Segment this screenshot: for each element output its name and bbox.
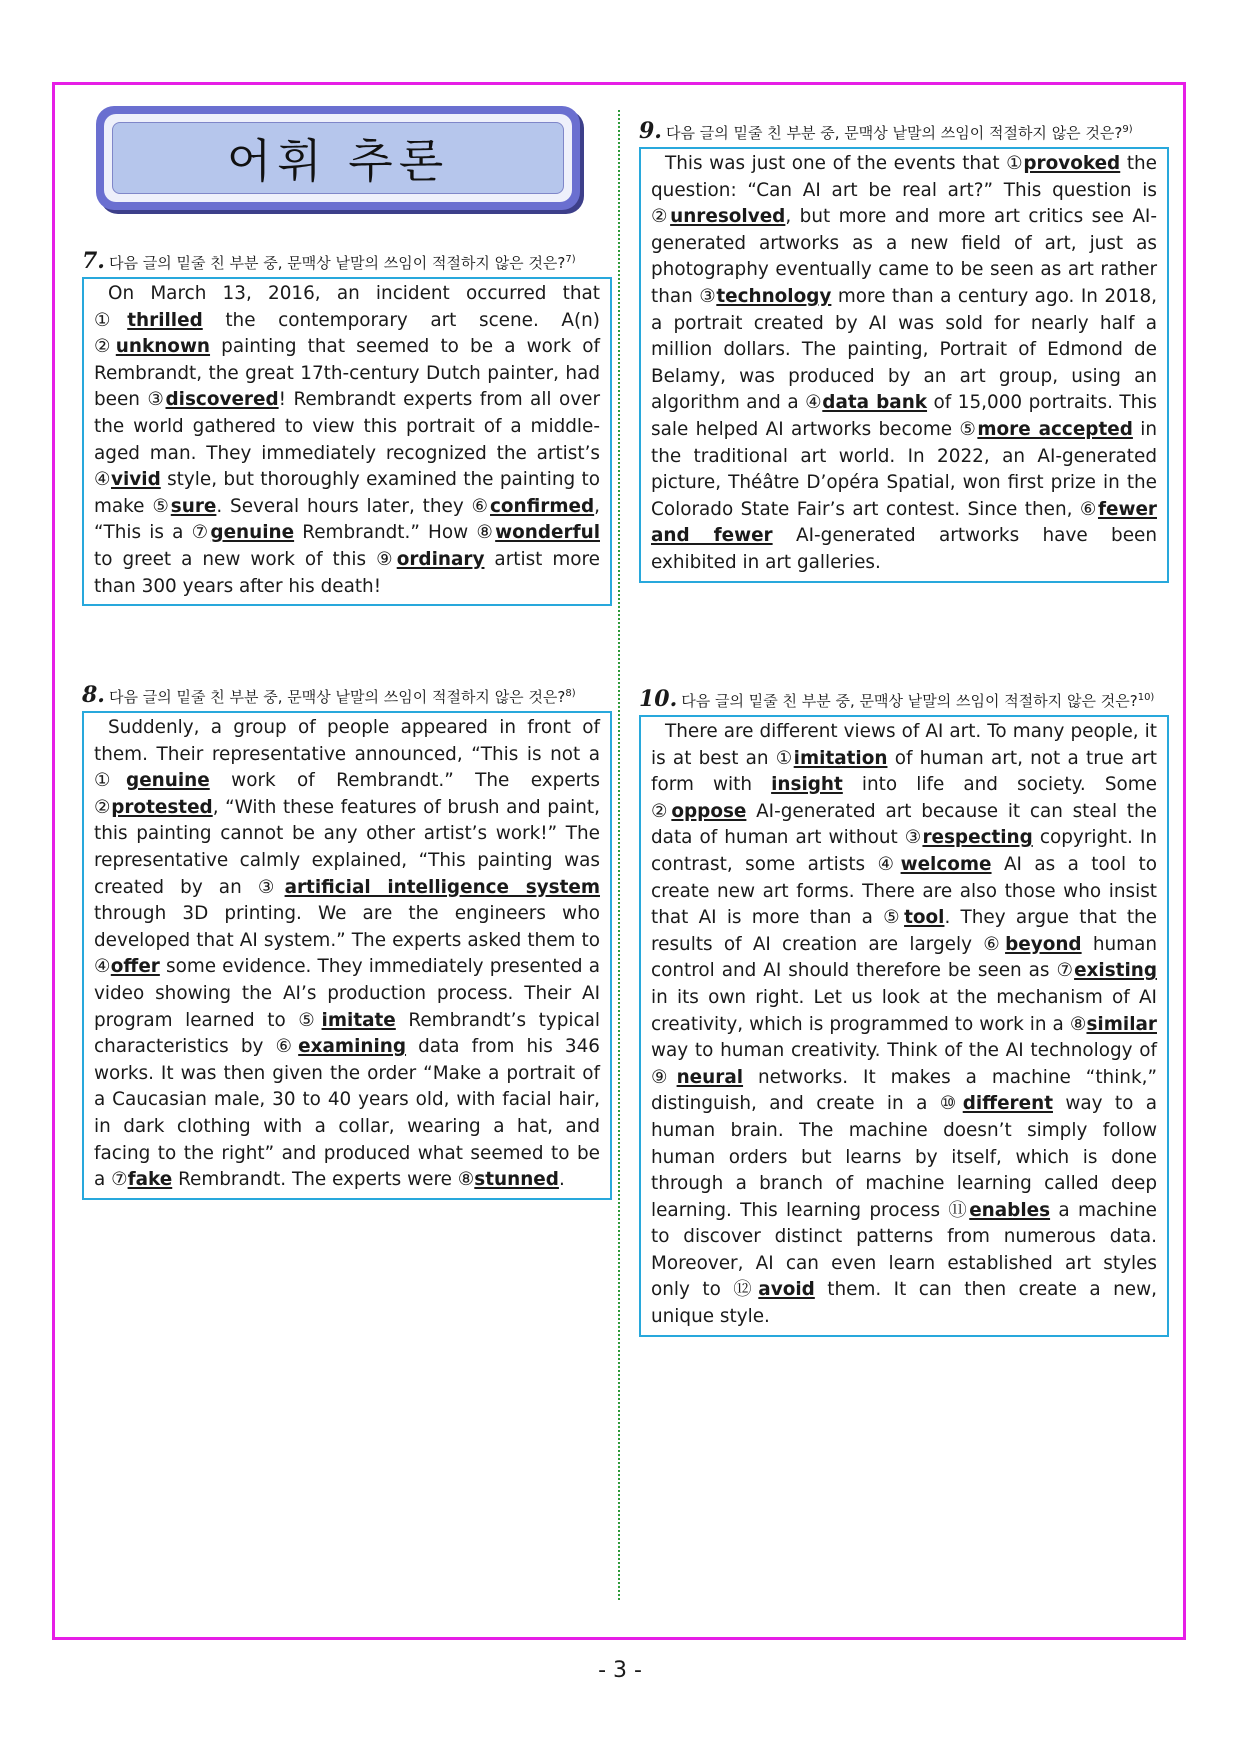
- underlined-word: oppose: [671, 800, 747, 822]
- passage-box: [639, 715, 1169, 1337]
- column-divider: [618, 110, 620, 1600]
- underlined-word: welcome: [900, 853, 992, 875]
- passage-text: to greet a new work of this ⑨: [94, 548, 397, 570]
- passage-text: copyright. In contrast, some artists ④: [651, 827, 1157, 875]
- footnote-ref: 10): [1137, 692, 1155, 703]
- underlined-word: imitate: [321, 1009, 396, 1031]
- underlined-word: fewer and fewer: [651, 498, 1157, 547]
- passage-text: . They argue that the results of AI creation are largely ⑥: [651, 907, 1158, 955]
- question-prompt: 7. 다음 글의 밑줄 친 부분 중, 문맥상 낱말의 쓰임이 적절하지 않은 것은?$^{7)}$: [82, 248, 576, 274]
- underlined-word: technology: [716, 285, 832, 307]
- question-prompt: 8. 다음 글의 밑줄 친 부분 중, 문맥상 낱말의 쓰임이 적절하지 않은 것은?$^{8)}$: [82, 682, 576, 708]
- question-number: 10.: [639, 686, 678, 712]
- passage-text: a machine to discover distinct patterns from numerous data. Moreover, AI can even learn established art styles only to ⑫: [651, 1199, 1157, 1301]
- passage-text: in the traditional art world. In 2022, an AI-generated picture, Théâtre D’opéra Spatial, won first prize in the Colorado State Fair’s art contest. Since then, ⑥: [651, 418, 1157, 520]
- passage-text: of human art, not a true art form with: [651, 747, 1158, 796]
- underlined-word: vivid: [111, 469, 161, 491]
- footnote-ref: 8): [565, 688, 576, 699]
- underlined-word: enables: [969, 1199, 1051, 1221]
- question-8: [82, 684, 612, 1200]
- question-10: [639, 688, 1169, 1337]
- question-number: 8.: [82, 682, 105, 708]
- passage-text: the question: “Can AI art be real art?” This question is ②: [651, 153, 1157, 228]
- passage-text: , “With these features of brush and paint, this painting cannot be any other artist’s work!” The representative calmly explained, “This painting was created by an ③: [94, 796, 600, 898]
- passage-text: ! Rembrandt experts from all over the world gathered to view this portrait of a middle-aged man. They immediately recognized the artist’s ④: [94, 389, 601, 491]
- page-number: - 3 -: [598, 1658, 642, 1683]
- passage-text: There are different views of AI art. To many people, it is at best an ①: [651, 721, 1157, 769]
- passage-box: [82, 711, 612, 1200]
- underlined-word: artificial intelligence system: [284, 876, 600, 898]
- passage-text: into life and society. Some ②: [651, 774, 1158, 822]
- underlined-word: tool: [904, 907, 945, 929]
- underlined-word: neural: [676, 1066, 744, 1088]
- passage-text: AI-generated artworks have been exhibited in art galleries.: [651, 525, 1157, 573]
- underlined-word: wonderful: [495, 522, 600, 544]
- passage-text: style, but thoroughly examined the painting to make ⑤: [94, 469, 600, 517]
- passage-text: , “This is a ⑦: [94, 495, 600, 544]
- underlined-word: protested: [111, 796, 213, 818]
- passage-box: [82, 277, 612, 606]
- underlined-word: examining: [298, 1036, 407, 1058]
- underlined-word: existing: [1074, 960, 1157, 982]
- question-9: [639, 120, 1169, 583]
- passage-text: the contemporary art scene. A(n) ②: [94, 309, 600, 358]
- footnote-ref: 9): [1122, 124, 1133, 135]
- passage-text: networks. It makes a machine “think,” distinguish, and create in a ⑩: [651, 1066, 1157, 1115]
- underlined-word: provoked: [1023, 153, 1121, 174]
- underlined-word: respecting: [922, 827, 1033, 849]
- passage-text: of 15,000 portraits. This sale helped AI artworks become ⑤: [651, 392, 1158, 440]
- passage-text: way to a human brain. The machine doesn’t simply follow human orders but learns by itself, which is done through a branch of machine learning called deep learning. This learning process ⑪: [651, 1093, 1158, 1221]
- underlined-word: ordinary: [396, 548, 485, 570]
- passage-text: them. It can then create a new, unique style.: [651, 1279, 1157, 1328]
- passage-box: [639, 147, 1169, 583]
- passage-text: Rembrandt.” How ⑧: [294, 522, 496, 544]
- passage-text: work of Rembrandt.” The experts ②: [94, 770, 600, 818]
- underlined-word: thrilled: [127, 309, 203, 331]
- footnote-ref: 7): [565, 254, 576, 265]
- underlined-word: beyond: [1005, 933, 1082, 955]
- underlined-word: avoid: [758, 1279, 815, 1301]
- underlined-word: different: [962, 1093, 1053, 1115]
- question-number: 9.: [639, 118, 662, 144]
- underlined-word: similar: [1086, 1013, 1157, 1035]
- underlined-word: insight: [771, 774, 843, 796]
- passage-text: painting that seemed to be a work of Rembrandt, the great 17th-century Dutch painter, had been ③: [94, 336, 600, 411]
- passage-text: some evidence. They immediately presented a video showing the AI’s production process. Their AI program learned to ⑤: [94, 956, 600, 1031]
- passage-text: in its own right. Let us look at the mechanism of AI creativity, which is programmed to work in a ⑧: [651, 986, 1157, 1035]
- underlined-word: stunned: [474, 1169, 559, 1191]
- passage-text: AI-generated art because it can steal the data of human art without ③: [651, 800, 1157, 849]
- passage-text: AI as a tool to create new art forms. There are also those who insist that AI is more than a ⑤: [651, 853, 1157, 929]
- question-7: [82, 250, 612, 606]
- passage-text: Suddenly, a group of people appeared in front of them. Their representative announced, “This is not a ①: [94, 717, 600, 792]
- underlined-word: unknown: [115, 336, 211, 358]
- underlined-word: data bank: [822, 392, 928, 414]
- passage-text: more than a century ago. In 2018, a portrait created by AI was sold for nearly half a million dollars. The painting, Portrait of Edmond de Belamy, was produced by an art group, using an algorithm and a ④: [651, 285, 1157, 414]
- underlined-word: unresolved: [670, 206, 786, 228]
- underlined-word: fake: [127, 1169, 173, 1191]
- underlined-word: genuine: [126, 770, 210, 792]
- passage-text: On March 13, 2016, an incident occurred that ①: [94, 283, 600, 331]
- underlined-word: genuine: [210, 522, 295, 544]
- passage-text: way to human creativity. Think of the AI technology of ⑨: [651, 1040, 1157, 1088]
- passage-text: Rembrandt’s typical characteristics by ⑥: [94, 1009, 600, 1058]
- section-title: 어휘 추론: [226, 134, 450, 188]
- question-number: 7.: [82, 248, 105, 274]
- underlined-word: more accepted: [977, 418, 1133, 440]
- passage-text: , but more and more art critics see AI-generated artworks as a new field of art, just as photography eventually came to be seen as art rather than ③: [651, 206, 1157, 307]
- passage-text: . Several hours later, they ⑥: [216, 495, 490, 517]
- question-prompt: 9. 다음 글의 밑줄 친 부분 중, 문맥상 낱말의 쓰임이 적절하지 않은 것은?$^{9)}$: [639, 118, 1133, 144]
- question-prompt: 10. 다음 글의 밑줄 친 부분 중, 문맥상 낱말의 쓰임이 적절하지 않은 것은?$^{10)}$: [639, 686, 1155, 712]
- passage-text: .: [558, 1169, 565, 1191]
- underlined-word: offer: [110, 956, 160, 978]
- passage-text: artist more than 300 years after his death!: [94, 548, 601, 597]
- underlined-word: imitation: [793, 747, 888, 769]
- passage-text: human control and AI should therefore be seen as ⑦: [651, 933, 1157, 982]
- passage-text: Rembrandt. The experts were ⑧: [172, 1169, 475, 1191]
- section-title-banner: [96, 106, 580, 210]
- underlined-word: discovered: [165, 389, 279, 411]
- underlined-word: sure: [170, 495, 217, 517]
- passage-text: through 3D printing. We are the engineers who developed that AI system.” The experts asked them to ④: [94, 903, 600, 978]
- passage-text: This was just one of the events that ①: [665, 153, 1024, 174]
- passage-text: data from his 346 works. It was then given the order “Make a portrait of a Caucasian male, 30 to 40 years old, with facial hair, in dark clothing with a collar, wearing a hat, and facing to the right” and produced what seemed to be a ⑦: [94, 1036, 600, 1191]
- underlined-word: confirmed: [490, 495, 595, 517]
